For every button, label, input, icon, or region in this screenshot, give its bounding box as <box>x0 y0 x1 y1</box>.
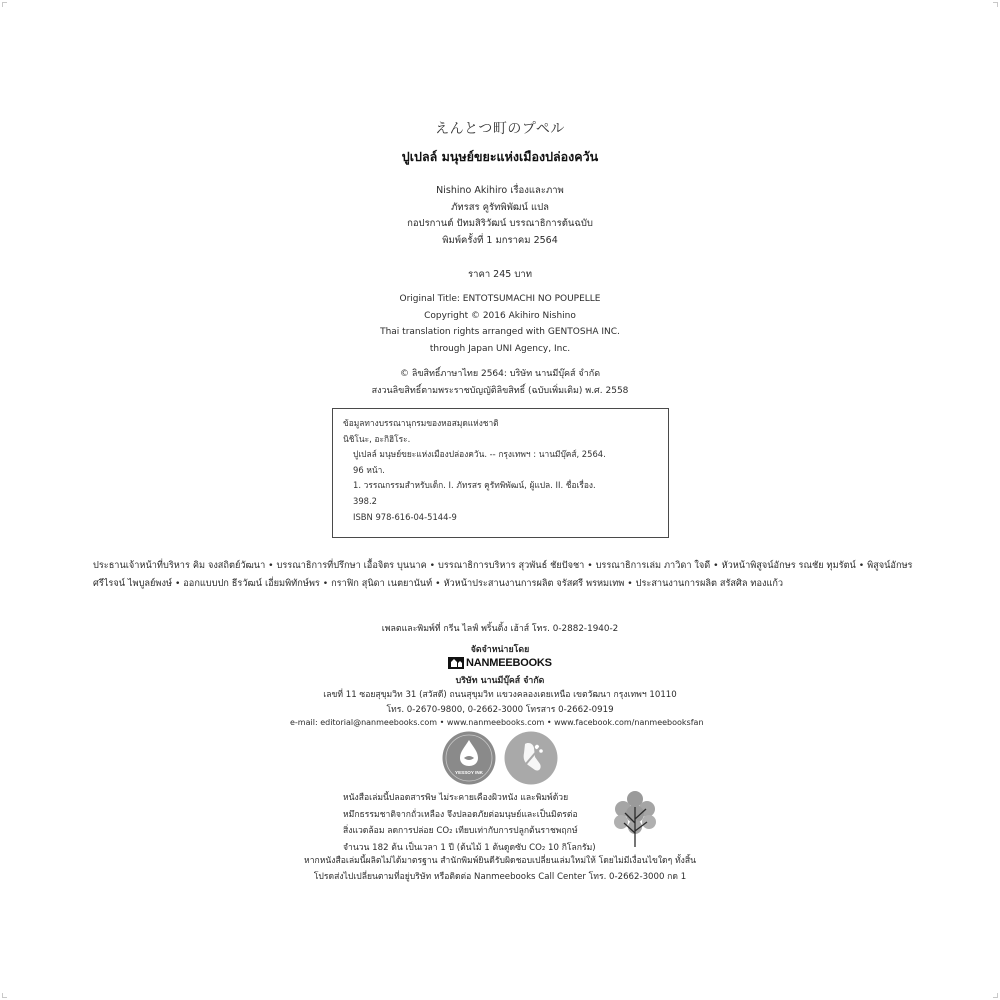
credits <box>0 183 1000 249</box>
cip-pages: 96 หน้า. <box>353 464 385 475</box>
staff-credits: ประธานเจ้าหน้าที่บริหาร คิม จงสถิตย์วัฒนา • บรรณาธิการที่ปรึกษา เอื้อจิตร บุนนาค • บรรณาธิการบริหาร สุวพันธ์ ชัยปัจชา • บรรณาธิการเล่ม ภาวิดา ใจดี • หัวหน้าพิสูจน์อักษร รณชัย ทุมรัตน์ • พิสูจน์อักษร ศรีไรจน์ ไพบูลย์พงษ์ • ออกแบบปก ธีรวัฒน์ เอี่ยมพิทักษ์พร • กราฟิก สุนิดา เนตยานันท์ • หัวหน้าประสานงานการผลิต จรัสศรี พรหมเทพ • ประสานงานการผลิต สรัสศิล ทองแก้ว <box>93 560 913 589</box>
logo-text: NANMEEBOOKS <box>466 657 552 669</box>
cip-author: นิชิโนะ, อะกิฮิโระ. <box>343 433 411 444</box>
non-irritant-badge-icon <box>504 731 558 785</box>
contact-web: e-mail: editorial@nanmeebooks.com • www.nanmeebooks.com • www.facebook.com/nanmeebooksfan <box>290 718 704 727</box>
cip-isbn: ISBN 978-616-04-5144-9 <box>353 511 457 522</box>
eco-statement <box>343 790 596 857</box>
eco-line: สิ่งแวดล้อม ลดการปล่อย CO₂ เทียบเท่ากับการปลูกต้นราชพฤกษ์ <box>343 826 578 837</box>
cip-subjects: 1. วรรณกรรมสำหรับเด็ก. I. ภัทรสร คูรัทพิพัฒน์, ผู้แปล. II. ชื่อเรื่อง. <box>353 480 596 491</box>
phone-line: โทร. 0-2670-9800, 0-2662-3000 โทรสาร 0-2662-0919 <box>386 704 614 715</box>
rights-reserved: สงวนลิขสิทธิ์ตามพระราชบัญญัติลิขสิทธิ์ (ฉบับเพิ่มเติม) พ.ศ. 2558 <box>371 385 629 396</box>
credit-translator: ภัทรสร คูรัทพิพัฒน์ แปล <box>451 201 549 213</box>
crop-mark <box>2 2 7 7</box>
credit-author: Nishino Akihiro เรื่องและภาพ <box>436 185 564 196</box>
crop-mark <box>993 2 998 7</box>
copyright-line: Copyright © 2016 Akihiro Nishino <box>424 310 576 321</box>
credit-edition: พิมพ์ครั้งที่ 1 มกราคม 2564 <box>442 234 558 246</box>
credit-editor: กอปรกานต์ ปัทมสิริวัฒน์ บรรณาธิการต้นฉบับ <box>407 218 593 229</box>
original-title: Original Title: ENTOTSUMACHI NO POUPELLE <box>399 294 601 304</box>
tree-logo-icon <box>448 657 464 669</box>
guarantee-line: หากหนังสือเล่มนี้ผลิตไม่ได้มาตรฐาน สำนักพิมพ์ยินดีรับผิดชอบเปลี่ยนเล่มใหม่ให้ โดยไม่มีเงื่อนไขใดๆ ทั้งสิ้น <box>304 856 696 866</box>
price: ราคา 245 บาท <box>468 269 532 280</box>
cip-title-line: ปูเปลล์ มนุษย์ขยะแห่งเมืองปล่องควัน. -- กรุงเทพฯ : นานมีบุ๊คส์, 2564. <box>353 449 606 460</box>
tree-icon <box>610 789 660 849</box>
agency-line: through Japan UNI Agency, Inc. <box>429 343 571 354</box>
eco-line: หนังสือเล่มนี้ปลอดสารพิษ ไม่ระคายเคืองผิวหนัง และพิมพ์ด้วย <box>343 793 569 803</box>
cip-box <box>332 408 669 538</box>
thai-copyright: © ลิขสิทธิ์ภาษาไทย 2564: บริษัท นานมีบุ๊คส์ จำกัด <box>399 369 601 379</box>
cip-classification: 398.2 <box>353 495 377 506</box>
eco-line: หมึกธรรมชาติจากถั่วเหลือง จึงปลอดภัยต่อมนุษย์และเป็นมิตรต่อ <box>343 809 578 820</box>
distributed-by: จัดจำหน่ายโดย <box>470 645 530 655</box>
original-title-info <box>0 291 1000 357</box>
thai-rights <box>0 366 1000 399</box>
printer-info: เพลตและพิมพ์ที่ กรีน ไลฟ์ พริ้นติ้ง เฮ้าส์ โทร. 0-2882-1940-2 <box>381 624 619 634</box>
crop-mark <box>993 993 998 998</box>
badge-label: YESSOY INK <box>455 770 483 775</box>
cip-header: ข้อมูลทางบรรณานุกรมของหอสมุดแห่งชาติ <box>343 418 499 428</box>
footer-guarantee <box>0 854 1000 885</box>
company-name: บริษัท นานมีบุ๊คส์ จำกัด <box>455 676 545 686</box>
address-line: เลขที่ 11 ซอยสุขุมวิท 31 (สวัสดี) ถนนสุขุมวิท แขวงคลองเตยเหนือ เขตวัฒนา กรุงเทพฯ 10110 <box>323 690 677 700</box>
title-japanese: えんとつ町のプペル <box>435 121 565 137</box>
eco-line: จำนวน 182 ต้น เป็นเวลา 1 ปี (ต้นไม้ 1 ต้นดูดซับ CO₂ 10 กิโลกรัม) <box>343 843 596 854</box>
call-center-line: โปรดส่งไปเปลี่ยนตามที่อยู่บริษัท หรือติดต่อ Nanmeebooks Call Center โทร. 0-2662-3000 กด 1 <box>313 871 687 882</box>
address-block <box>0 688 1000 717</box>
title-thai: ปูเปลล์ มนุษย์ขยะแห่งเมืองปล่องควัน <box>401 149 599 164</box>
translation-rights: Thai translation rights arranged with GENTOSHA INC. <box>380 327 620 337</box>
publisher-logo <box>448 656 552 670</box>
crop-mark <box>2 993 7 998</box>
soy-ink-badge-icon <box>442 731 496 785</box>
